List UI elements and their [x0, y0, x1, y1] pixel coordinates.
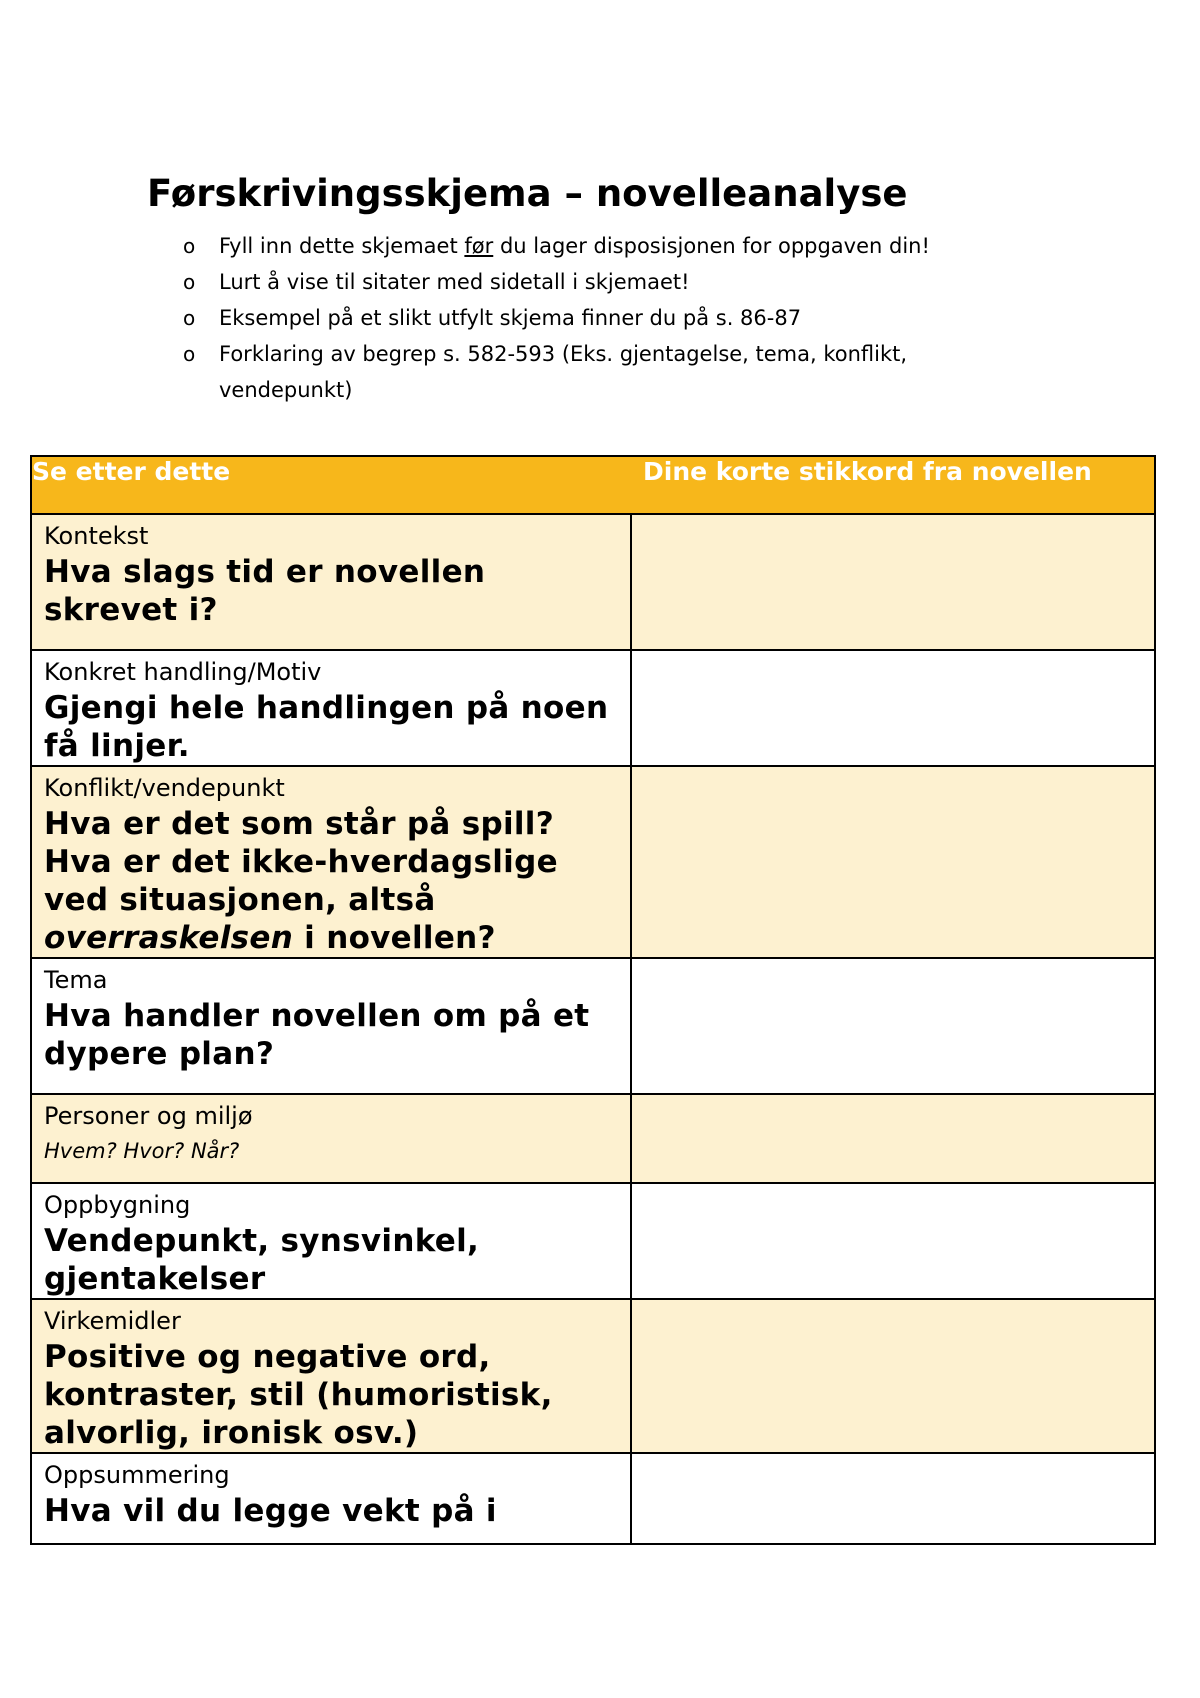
row-question — [44, 805, 618, 957]
table-row — [31, 1094, 1155, 1183]
row-question: Hva vil du legge vekt på i — [44, 1493, 497, 1529]
row-label: Virkemidler — [44, 1307, 181, 1335]
table-row — [31, 650, 1155, 766]
instruction-item — [183, 300, 1003, 336]
row-question: Gjengi hele handlingen på noen få linjer. — [44, 690, 609, 764]
row-question: Positive og negative ord, kontraster, stil (humoristisk, alvorlig, ironisk osv.) — [44, 1339, 553, 1451]
bullet-circle-icon: o — [183, 270, 196, 294]
instruction-text: Lurt å vise til sitater med sidetall i skjemaet! — [219, 270, 690, 294]
bullet-circle-icon: o — [183, 306, 196, 330]
row-label: Konkret handling/Motiv — [44, 658, 322, 686]
question-text: i novellen? — [293, 920, 496, 956]
answer-cell[interactable] — [631, 766, 1155, 958]
row-question: Hva handler novellen om på et dypere plan? — [44, 998, 590, 1072]
instruction-text: Eksempel på et slikt utfylt skjema finner du på s. 86-87 — [219, 306, 802, 330]
instruction-item — [183, 336, 1003, 408]
question-text: Hva er det som står på spill? Hva er det ikke-hverdagslige ved situasjonen, altså — [44, 806, 558, 918]
instruction-item — [183, 228, 1003, 264]
answer-cell[interactable] — [631, 650, 1155, 766]
instruction-emphasis: før — [464, 234, 494, 258]
header-keywords: Dine korte stikkord fra novellen — [631, 456, 1155, 514]
row-question: Hva slags tid er novellen skrevet i? — [44, 554, 486, 628]
table-row — [31, 1453, 1155, 1544]
row-label: Kontekst — [44, 522, 149, 550]
analysis-form-table — [30, 455, 1156, 1545]
instruction-text: du lager disposisjonen for oppgaven din! — [493, 234, 930, 258]
row-label: Oppbygning — [44, 1191, 191, 1219]
row-question: Vendepunkt, synsvinkel, gjentakelser — [44, 1223, 480, 1297]
answer-cell[interactable] — [631, 1299, 1155, 1453]
instruction-list — [183, 228, 1003, 408]
row-label: Oppsummering — [44, 1461, 230, 1489]
bullet-circle-icon: o — [183, 342, 196, 366]
row-label: Konflikt/vendepunkt — [44, 774, 285, 802]
answer-cell[interactable] — [631, 1094, 1155, 1183]
page-title: Førskrivingsskjema – novelleanalyse — [147, 172, 908, 215]
instruction-item — [183, 264, 1003, 300]
answer-cell[interactable] — [631, 1183, 1155, 1299]
header-look-for: Se etter dette — [31, 456, 631, 514]
table-header-row — [31, 456, 1155, 514]
question-emphasis: overraskelsen — [44, 920, 294, 956]
table-row — [31, 766, 1155, 958]
table-row — [31, 514, 1155, 650]
table-row — [31, 1299, 1155, 1453]
answer-cell[interactable] — [631, 514, 1155, 650]
table-row — [31, 1183, 1155, 1299]
instruction-text: Forklaring av begrep s. 582-593 (Eks. gjentagelse, tema, konflikt, vendepunkt) — [219, 342, 908, 402]
instruction-text: Fyll inn dette skjemaet — [219, 234, 465, 258]
row-subtitle: Hvem? Hvor? Når? — [44, 1139, 240, 1163]
row-label: Personer og miljø — [44, 1102, 253, 1130]
bullet-circle-icon: o — [183, 234, 196, 258]
answer-cell[interactable] — [631, 1453, 1155, 1544]
row-label: Tema — [44, 966, 108, 994]
answer-cell[interactable] — [631, 958, 1155, 1094]
table-row — [31, 958, 1155, 1094]
